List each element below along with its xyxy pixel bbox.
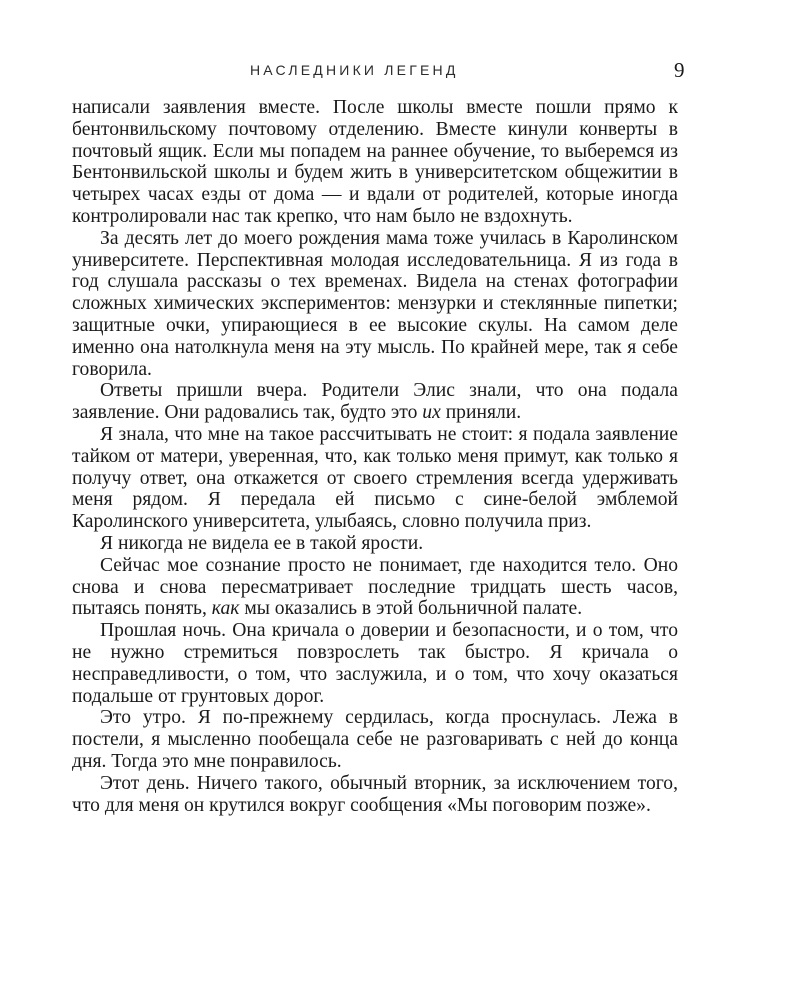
paragraph: написали заявления вместе. После школы вместе пошли прямо к бентонвильскому почтовому отделению. Вместе кинули конверты в почтовый ящик. Если мы попадем на раннее обучение, то выберемся из Бентонвильской школы и будем жить в университетском общежитии в четырех часах езды от дома — и вдали от родителей, которые иногда контролировали нас так крепко, что нам было не вздохнуть.: [72, 97, 678, 227]
paragraph-text: Ответы пришли вчера. Родители Элис знали, что она подала заявление. Они радовались так, будто это: [72, 380, 678, 424]
paragraph: Я никогда не видела ее в такой ярости.: [100, 532, 424, 554]
paragraph-text: приняли.: [440, 402, 522, 424]
page-number: 9: [674, 58, 685, 82]
paragraph: Я знала, что мне на такое рассчитывать не стоит: я подала заявление тайком от матери, уверенная, что, как только меня примут, как только я получу ответ, она откажется от своего стремления всегда удерживать меня рядом. Я передала ей письмо с сине-белой эмблемой Каролинского университета, улыбаясь, словно получила приз.: [72, 423, 678, 533]
emphasized-word: их: [422, 402, 441, 424]
paragraph: Этот день. Ничего такого, обычный вторник, за исключением того, что для меня он крутился вокруг сообщения «Мы поговорим позже».: [72, 772, 678, 816]
paragraph-text: мы оказались в этой больничной палате.: [239, 598, 583, 620]
paragraph: Прошлая ночь. Она кричала о доверии и безопасности, и о том, что не нужно стремиться повзрослеть так быстро. Я кричала о несправедливости, о том, что заслужила, и о том, что хочу оказаться подальше от грунтовых дорог.: [72, 620, 678, 707]
paragraph: Это утро. Я по-прежнему сердилась, когда проснулась. Лежа в постели, я мысленно пообещала себе не разговаривать с ней до конца дня. Тогда это мне понравилось.: [72, 707, 678, 772]
body-text: [72, 97, 678, 816]
paragraph: [72, 380, 678, 424]
emphasized-word: как: [211, 598, 240, 620]
paragraph: За десять лет до моего рождения мама тоже училась в Каролинском университете. Перспективная молодая исследовательница. Я из года в год слушала рассказы о тех временах. Видела на стенах фотографии сложных химических экспериментов: мензурки и стеклянные пипетки; защитные очки, упирающиеся в ее высокие скулы. На самом деле именно она натолкнула меня на эту мысль. По крайней мере, так я себе говорила.: [72, 227, 678, 380]
paragraph-text: Сейчас мое сознание просто не понимает, где находится тело. Оно снова и снова пересматривает последние тридцать шесть часов, пытаясь понять,: [72, 554, 678, 620]
running-head-title: НАСЛЕДНИКИ ЛЕГЕНД: [250, 62, 459, 78]
paragraph: [72, 555, 678, 620]
